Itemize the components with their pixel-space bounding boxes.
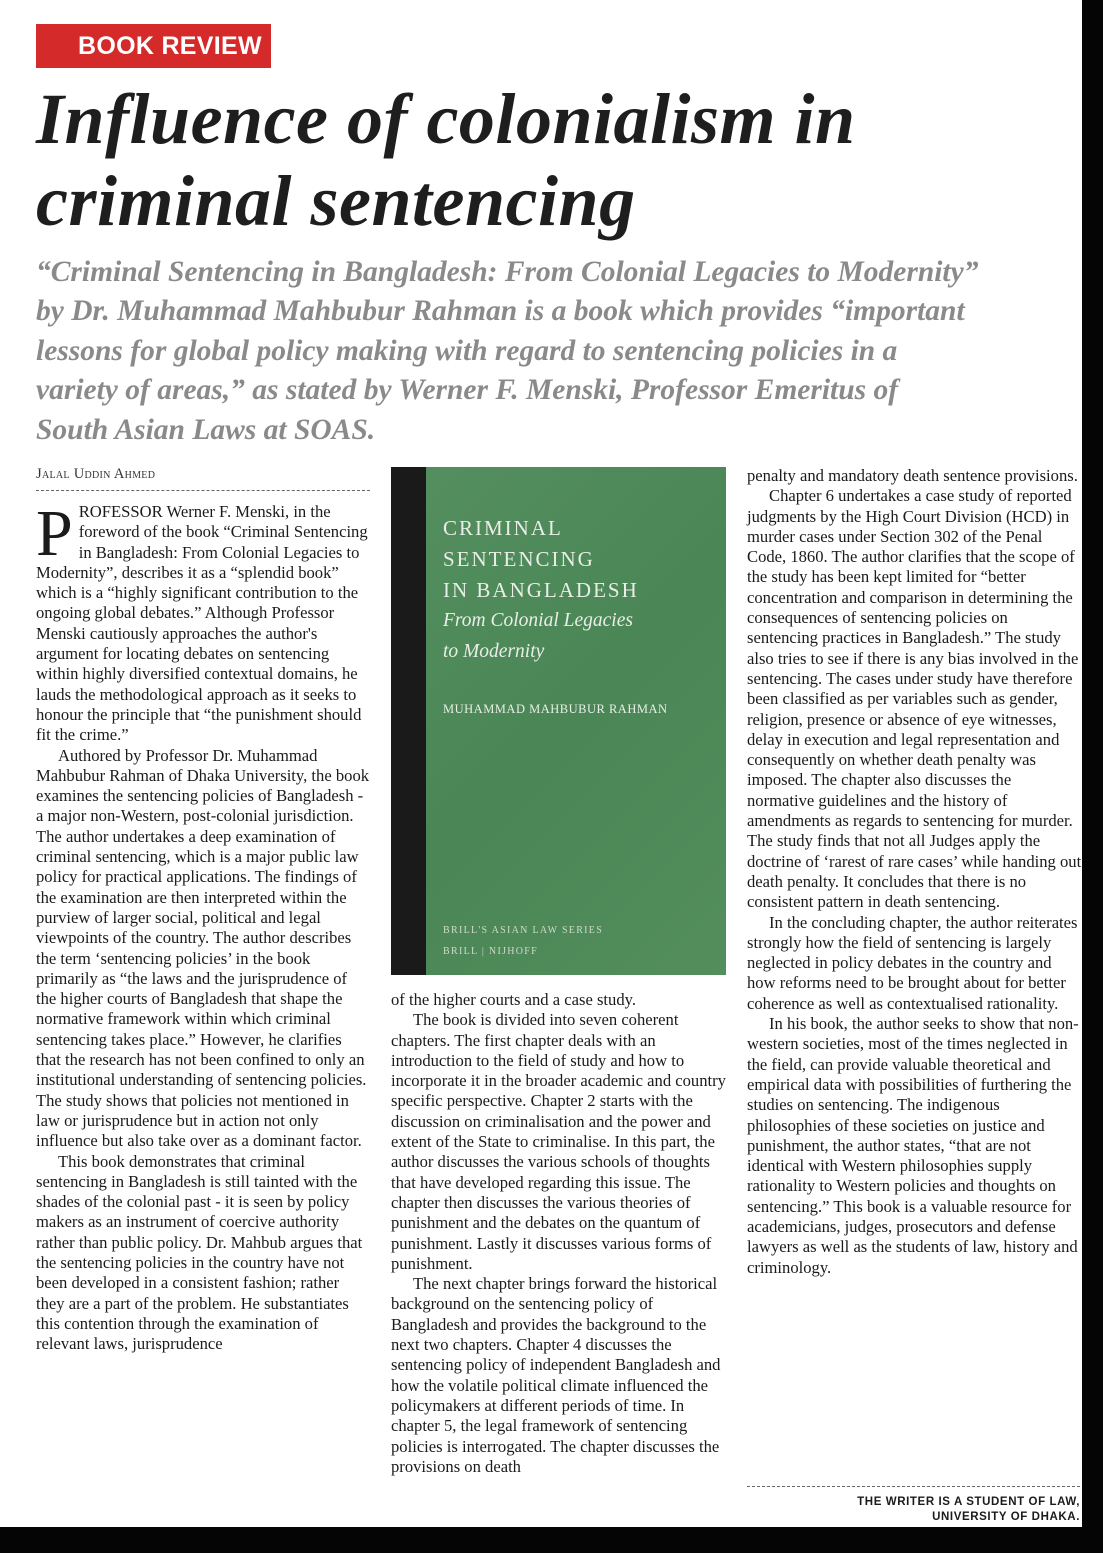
body-paragraph: Authored by Professor Dr. Muhammad Mahbubur Rahman of Dhaka University, the book examines the sentencing policies of Bangladesh - a major non-Western, post-colonial jurisdiction. The author undertakes a deep examination of criminal sentencing, which is a major public law policy for practical applications. The findings of the examination are then interpreted within the purview of larger social, political and legal viewpoints of the country. The author describes the term ‘sentencing policies’ in the book primarily as “the laws and the jurisprudence of the higher courts of Bangladesh that shape the normative framework within which criminal sentencing takes place.” However, he clarifies that the research has not been confined to only an institutional understanding of sentencing policies. The study shows that policies not mentioned in law or jurisprudence but in action not only influence but also take over as a dominant factor. [36,745,370,1151]
standfirst-line: South Asian Laws at SOAS. [36,413,376,446]
book-cover-publisher: BRILL | NIJHOFF [443,946,539,957]
book-cover-subtitle-line: to Modernity [443,641,545,662]
headline: Influence of colonialism in criminal sentencing [36,79,856,241]
book-spine [391,467,426,975]
writer-note-line: UNIVERSITY OF DHAKA. [932,1511,1080,1523]
article-column-1 [36,497,370,1354]
article-column-2 [391,990,726,1477]
page-edge-right [1082,0,1103,1553]
book-cover-image [391,467,726,975]
body-paragraph: Chapter 6 undertakes a case study of reported judgments by the High Court Division (HCD) in murder cases under Section 302 of the Penal Code, 1860. The author clarifies that the scope of the study has been kept limited for “better concentration and comparison in determining the consequences of sentencing policies on sentencing practices in Bangladesh.” The study also tries to see if there is any bias involved in the sentencing. The cases under study have therefore been classified as per variables such as gender, religion, presence or absence of eye witnesses, delay in execution and legal representation and consequently on whether death penalty was imposed. The chapter also discusses the normative guidelines and the history of amendments as regards to sentencing for murder. The study finds that not all Judges apply the doctrine of ‘rarest of rare cases’ while handing out death penalty. It concludes that there is no consistent pattern in death sentencing. [747,486,1082,912]
book-cover-title [443,513,639,606]
byline-divider [36,490,370,491]
paragraph-text: ROFESSOR Werner F. Menski, in the foreword of the book “Criminal Sentencing in Bangladesh: From Colonial Legacies to Modernity”, describes it as a “splendid book” which is a “highly significant contribution to the ongoing global debates.” Although Professor Menski cautiously approaches the author's argument for locating debates on sentencing within highly diversified contextual domains, he lauds the methodological approach as it seeks to honour the principle that “the punishment should fit the crime.” [36,502,368,745]
body-paragraph [36,497,370,746]
body-paragraph: penalty and mandatory death sentence provisions. [747,466,1078,485]
body-paragraph: The book is divided into seven coherent chapters. The first chapter deals with an introduction to the field of study and how to incorporate it in the broader academic and country specific perspective. Chapter 2 starts with the discussion on criminalisation and the power and extent of the State to criminalise. In this part, the author discusses the various schools of thoughts that have developed regarding this issue. The chapter then discusses the various theories of punishment and the debates on the quantum of punishment. Lastly it discusses various forms of punishment. [391,1010,726,1273]
section-tag: BOOK REVIEW [36,24,271,68]
byline: Jalal Uddin Ahmed [36,466,156,482]
body-paragraph: In his book, the author seeks to show that non-western societies, most of the times neglected in the field, can provide valuable theoretical and empirical data with possibilities of furthering the studies on sentencing. The indigenous philosophies of these societies on justice and punishment, the author states, “that are not identical with Western philosophies supply rationality to Western policies and thoughts on sentencing.” This book is a valuable resource for academicians, judges, prosecutors and defense lawyers as well as the students of law, history and criminology. [747,1014,1079,1277]
body-paragraph: of the higher courts and a case study. [391,990,636,1009]
book-cover-subtitle-line: From Colonial Legacies [443,610,633,631]
book-cover-author: MUHAMMAD MAHBUBUR RAHMAN [443,702,668,716]
writer-note [747,1495,1080,1525]
article-column-3 [747,466,1082,1278]
standfirst-line: by Dr. Muhammad Mahbubur Rahman is a book which provides “important [36,295,965,328]
standfirst-line: lessons for global policy making with regard to sentencing policies in a [36,334,898,367]
standfirst-line: “Criminal Sentencing in Bangladesh: From Colonial Legacies to Modernity” [36,256,979,288]
writer-note-line: THE WRITER IS A STUDENT OF LAW, [857,1496,1080,1508]
standfirst-line: variety of areas,” as stated by Werner F. Menski, Professor Emeritus of [36,374,899,407]
book-cover-title-line: CRIMINAL [443,516,563,540]
book-cover-subtitle [443,605,633,667]
body-paragraph: This book demonstrates that criminal sentencing in Bangladesh is still tainted with the shades of the colonial past - it is seen by policy makers as an instrument of coercive authority rather than public policy. Dr. Mahbub argues that the sentencing policies in the country have not been developed in a consistent fashion; rather they are a part of the problem. He substantiates this contention through the examination of relevant laws, jurisprudence [36,1151,363,1354]
footer-divider [747,1486,1080,1487]
book-cover-series: BRILL'S ASIAN LAW SERIES [443,925,604,936]
body-paragraph: In the concluding chapter, the author reiterates strongly how the field of sentencing is largely neglected in policy debates in the country and how reforms need to be brought about for better coherence as well as contextualised rationality. [747,912,1078,1013]
standfirst [36,253,1082,450]
drop-cap: P [36,497,73,570]
page-edge-bottom [0,1527,1103,1553]
book-cover-title-line: SENTENCING [443,547,595,571]
body-paragraph: The next chapter brings forward the historical background on the sentencing policy of Bangladesh and provides the background to the next two chapters. Chapter 4 discusses the sentencing policy of independent Bangladesh and how the volatile political climate influenced the policymakers at different periods of time. In chapter 5, the legal framework of sentencing policies is interrogated. The chapter discusses the provisions on death [391,1274,721,1476]
book-cover-title-line: IN BANGLADESH [443,578,639,602]
